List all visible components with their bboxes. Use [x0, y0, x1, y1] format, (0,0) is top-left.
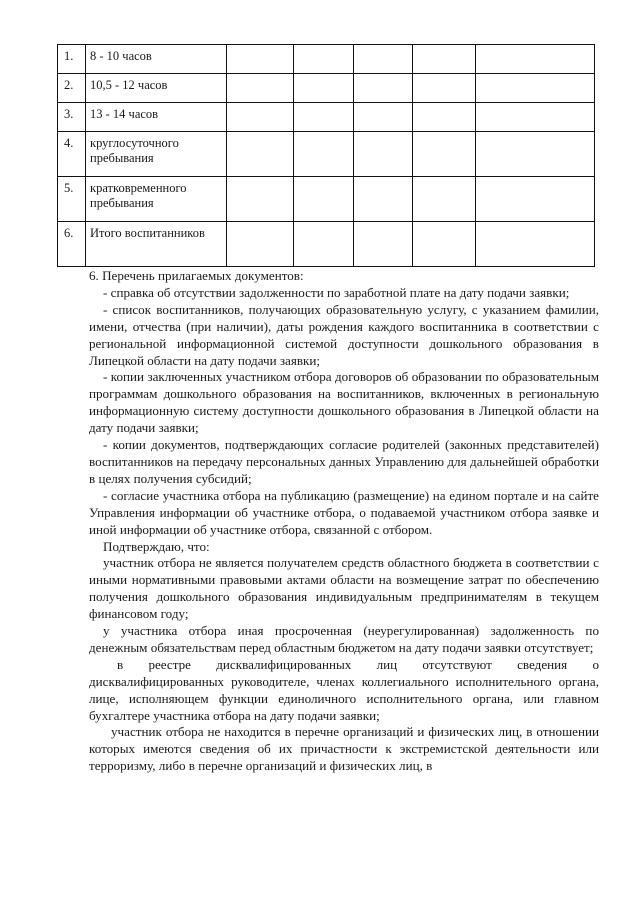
table-cell [354, 222, 413, 267]
table-cell [227, 103, 294, 132]
row-number: 5. [58, 177, 86, 222]
document-item: - список воспитанников, получающих образовательную услугу, с указанием фамилии, имени, отчества (при наличии), даты рождения каждого воспитанника в соответствии с региональной информационной системой доступности дошкольного образования в Липецкой области на дату подачи заявки; [89, 301, 599, 368]
confirmation-item: участник отбора не является получателем средств областного бюджета в соответствии с иными нормативными правовыми актами области на возмещение затрат по обеспечению получения дошкольного образования индивидуальным предпринимателям в текущем финансовом году; [89, 555, 599, 622]
document-item: - копии заключенных участником отбора договоров об образовании по образовательным программам дошкольного образования на воспитанников, включенных в региональную информационную систему доступности дошкольного образования в Липецкой области на дату подачи заявки; [89, 369, 599, 436]
table-cell [476, 132, 595, 177]
row-number: 6. [58, 222, 86, 267]
row-number: 4. [58, 132, 86, 177]
table-cell [413, 222, 476, 267]
document-body [89, 268, 599, 775]
table-cell [227, 45, 294, 74]
table-cell [413, 45, 476, 74]
table-cell [227, 177, 294, 222]
confirmation-item: у участника отбора иная просроченная (неурегулированная) задолженность по денежным обязательствам перед областным бюджетом на дату подачи заявки отсутствует; [89, 623, 599, 655]
confirm-heading: Подтверждаю, что: [103, 538, 210, 554]
table-cell [227, 132, 294, 177]
document-item: - согласие участника отбора на публикацию (размещение) на едином портале и на сайте Управления информации об участнике отбора, о подаваемой участником отбора заявке и иной информации об участнике отбора, связанной с отбором. [89, 487, 599, 537]
table-cell [354, 103, 413, 132]
row-number: 3. [58, 103, 86, 132]
table-cell [354, 177, 413, 222]
table-cell [476, 74, 595, 103]
table-cell [227, 74, 294, 103]
table-cell [294, 103, 354, 132]
children-stay-table [57, 44, 595, 267]
row-label: 13 - 14 часов [86, 103, 227, 132]
table-cell [294, 222, 354, 267]
row-number: 1. [58, 45, 86, 74]
row-label: 10,5 - 12 часов [86, 74, 227, 103]
table-cell [294, 132, 354, 177]
table-row [58, 222, 595, 267]
table-row [58, 45, 595, 74]
row-label: Итого воспитанников [86, 222, 227, 267]
row-label: кратковременного пребывания [86, 177, 227, 222]
table-cell [413, 103, 476, 132]
table-cell [476, 103, 595, 132]
document-item: - копии документов, подтверждающих согласие родителей (законных представителей) воспитанников на передачу персональных данных Управлению для дальнейшей обработки в целях получения субсидий; [89, 437, 599, 486]
table-cell [476, 222, 595, 267]
document-item: - справка об отсутствии задолженности по заработной плате на дату подачи заявки; [103, 284, 570, 300]
table-cell [294, 45, 354, 74]
table-row [58, 132, 595, 177]
confirmation-item: в реестре дисквалифицированных лиц отсутствуют сведения о дисквалифицированных руководителе, членах коллегиального исполнительного органа, лице, исполняющем функции единоличного исполнительного органа, или главном бухгалтере участника отбора на дату подачи заявки; [89, 656, 599, 723]
row-label: круглосуточного пребывания [86, 132, 227, 177]
table-cell [354, 74, 413, 103]
table-cell [227, 222, 294, 267]
table-row [58, 103, 595, 132]
table-row [58, 74, 595, 103]
table-cell [294, 177, 354, 222]
table-cell [413, 74, 476, 103]
table-cell [413, 177, 476, 222]
table-cell [476, 45, 595, 74]
section-heading: 6. Перечень прилагаемых документов: [89, 268, 304, 283]
table-cell [354, 45, 413, 74]
table-row [58, 177, 595, 222]
table-cell [354, 132, 413, 177]
table-cell [476, 177, 595, 222]
table-cell [294, 74, 354, 103]
table-cell [413, 132, 476, 177]
confirmation-item: участник отбора не находится в перечне организаций и физических лиц, в отношении которых имеются сведения об их причастности к экстремистской деятельности или терроризму, либо в перечне организаций и физических лиц, в [89, 724, 599, 774]
row-label: 8 - 10 часов [86, 45, 227, 74]
row-number: 2. [58, 74, 86, 103]
